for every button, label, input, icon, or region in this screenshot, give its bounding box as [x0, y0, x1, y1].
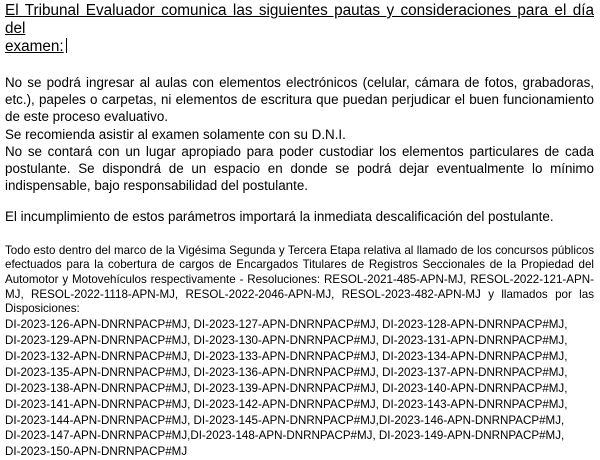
document-page	[5, 0, 594, 460]
disposition-line: DI-2023-147-APN-DNRNPACP#MJ,DI-2023-148-APN-DNRNPACP#MJ, DI-2023-149-APN-DNRNPACP#MJ,	[5, 429, 565, 443]
rules-block	[5, 74, 594, 194]
heading-line-1: El Tribunal Evaluador comunica las siguientes pautas y consideraciones para el día del	[5, 2, 594, 37]
heading	[5, 2, 594, 56]
warning-block	[5, 208, 594, 225]
disposition-line: DI-2023-129-APN-DNRNPACP#MJ, DI-2023-130-APN-DNRNPACP#MJ, DI-2023-131-APN-DNRNPACP#MJ,	[5, 334, 568, 348]
rule-electronics: No se podrá ingresar al aulas con elementos electrónicos (celular, cámara de fotos, grabadoras, etc.), papeles o carpetas, ni elementos de escritura que puedan perjudicar el buen funcionamiento de este proceso evaluativo.	[5, 75, 594, 125]
context-block	[5, 244, 594, 318]
disposition-line: DI-2023-141-APN-DNRNPACP#MJ, DI-2023-142-APN-DNRNPACP#MJ, DI-2023-143-APN-DNRNPACP#MJ,	[5, 397, 568, 411]
heading-line-2: examen:	[5, 38, 64, 55]
warning-text: El incumplimiento de estos parámetros importará la inmediata descalificación del postulante.	[5, 209, 554, 225]
dispositions-list	[5, 317, 594, 460]
disposition-line: DI-2023-135-APN-DNRNPACP#MJ, DI-2023-136-APN-DNRNPACP#MJ, DI-2023-137-APN-DNRNPACP#MJ,	[5, 365, 568, 379]
disposition-line: DI-2023-144-APN-DNRNPACP#MJ, DI-2023-145-APN-DNRNPACP#MJ,DI-2023-146-APN-DNRNPACP#MJ,	[5, 413, 565, 427]
rule-custody: No se contará con un lugar apropiado para poder custodiar los elementos particulares de cada postulante. Se dispondrá de un espacio en donde se podrá dejar eventualmente lo mínimo indispensable, bajo responsabilidad del postulante.	[5, 143, 594, 194]
disposition-line: DI-2023-132-APN-DNRNPACP#MJ, DI-2023-133-APN-DNRNPACP#MJ, DI-2023-134-APN-DNRNPACP#MJ,	[5, 349, 568, 363]
disposition-line: DI-2023-138-APN-DNRNPACP#MJ, DI-2023-139-APN-DNRNPACP#MJ, DI-2023-140-APN-DNRNPACP#MJ,	[5, 381, 568, 395]
text-cursor	[66, 38, 67, 53]
rule-dni: Se recomienda asistir al examen solamente con su D.N.I.	[5, 126, 346, 142]
disposition-line: DI-2023-126-APN-DNRNPACP#MJ, DI-2023-127-APN-DNRNPACP#MJ, DI-2023-128-APN-DNRNPACP#MJ,	[5, 318, 568, 332]
disposition-line: DI-2023-150-APN-DNRNPACP#MJ	[5, 445, 188, 459]
context-text: Todo esto dentro del marco de la Vigésima Segunda y Tercera Etapa relativa al llamado de los concursos públicos efectuados para la cobertura de cargos de Encargados Titulares de Registros Seccionales de la Propiedad del Automotor y Motovehículos respectivamente - Resoluciones: RESOL-2021-485-APN-MJ, RESOL-2022-121-APN-MJ, RESOL-2022-1118-APN-MJ, RESOL-2022-2046-APN-MJ, RESOL-2023-482-APN-MJ y llamados por las Disposiciones:	[5, 243, 594, 316]
